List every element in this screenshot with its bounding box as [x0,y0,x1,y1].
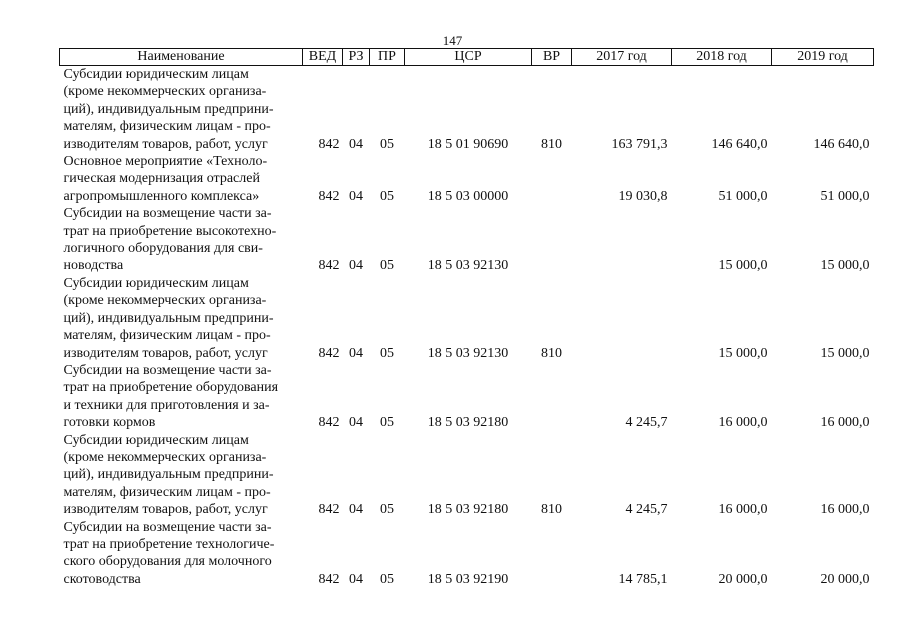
row-2019: 16 000,0 [820,415,870,431]
row-2018: 146 640,0 [711,136,768,152]
row-ved: 842 [318,571,340,587]
row-rz: 04 [349,415,363,431]
row-ved: 842 [318,136,340,152]
row-name: Субсидии на возмещение части за- трат на приобретение оборудования и техники для приготовления и за- готовки кормов [63,362,279,431]
row-vr: 810 [541,345,562,361]
row-vr [532,519,572,589]
row-2018: 16 000,0 [718,415,768,431]
row-pr: 05 [380,571,394,587]
column-header-ved: ВЕД [303,49,343,66]
row-csr: 18 5 03 92190 [427,571,509,587]
row-vr: 810 [541,136,562,152]
row-name: Субсидии на возмещение части за- трат на приобретение технологиче- ского оборудования для молочного скотоводства [63,519,275,587]
column-header-csr: ЦСР [405,49,532,66]
row-2019: 51 000,0 [820,188,870,204]
row-2017 [572,275,672,362]
row-2019: 146 640,0 [813,136,870,152]
row-csr: 18 5 03 92130 [427,258,509,274]
row-2017: 4 245,7 [625,502,668,518]
row-rz: 04 [349,345,363,361]
budget-table [59,48,874,588]
row-ved: 842 [318,502,340,518]
table-header-row [60,49,874,66]
row-csr: 18 5 01 90690 [427,136,509,152]
row-2017 [572,205,672,275]
table-row [60,153,874,205]
column-header-2018: 2018 год [672,49,772,66]
row-pr: 05 [380,502,394,518]
row-2017: 14 785,1 [618,571,668,587]
row-pr: 05 [380,345,394,361]
row-ved: 842 [318,188,340,204]
row-name: Основное мероприятие «Техноло- гическая модернизация отраслей агропромышленного комплекса» [63,154,268,204]
row-name: Субсидии юридическим лицам (кроме некоммерческих организа- ций), индивидуальным предприни- мателям, физическим лицам - про- изводителям товаров, работ, услуг [63,275,274,361]
row-name: Субсидии юридическим лицам (кроме некоммерческих организа- ций), индивидуальным предприни- мателям, физическим лицам - про- изводителям товаров, работ, услуг [63,432,274,518]
row-ved: 842 [318,345,340,361]
table-row [60,432,874,519]
row-2017: 19 030,8 [618,188,668,204]
row-vr: 810 [541,502,562,518]
table-row [60,519,874,589]
row-2018: 51 000,0 [718,188,768,204]
row-ved: 842 [318,258,340,274]
row-2017: 163 791,3 [611,136,668,152]
row-2017: 4 245,7 [625,415,668,431]
row-rz: 04 [349,571,363,587]
table-row [60,205,874,275]
row-csr: 18 5 03 92180 [427,415,509,431]
row-name: Субсидии на возмещение части за- трат на приобретение высокотехно- логичного оборудования для сви- новодства [63,206,277,274]
column-header-pr: ПР [370,49,405,66]
page-number: 147 [442,33,463,48]
column-header-name: Наименование [60,49,303,66]
column-header-rz: РЗ [343,49,370,66]
row-pr: 05 [380,258,394,274]
row-2018: 16 000,0 [718,502,768,518]
column-header-2019: 2019 год [772,49,874,66]
row-2019: 20 000,0 [820,571,870,587]
row-2019: 15 000,0 [820,258,870,274]
row-ved: 842 [318,415,340,431]
row-name: Субсидии юридическим лицам (кроме некоммерческих организа- ций), индивидуальным предприни- мателям, физическим лицам - про- изводителям товаров, работ, услуг [63,67,274,152]
row-csr: 18 5 03 92130 [427,345,509,361]
table-row [60,362,874,432]
row-vr [532,362,572,432]
row-csr: 18 5 03 92180 [427,502,509,518]
row-2018: 20 000,0 [718,571,768,587]
row-2018: 15 000,0 [718,345,768,361]
row-vr [532,205,572,275]
row-pr: 05 [380,188,394,204]
row-2018: 15 000,0 [718,258,768,274]
row-2019: 16 000,0 [820,502,870,518]
row-pr: 05 [380,415,394,431]
row-2019: 15 000,0 [820,345,870,361]
column-header-2017: 2017 год [572,49,672,66]
row-rz: 04 [349,188,363,204]
row-pr: 05 [380,136,394,152]
table-row [60,275,874,362]
row-vr [532,153,572,205]
row-csr: 18 5 03 00000 [427,188,509,204]
table-row [60,66,874,154]
row-rz: 04 [349,502,363,518]
column-header-vr: ВР [532,49,572,66]
row-rz: 04 [349,136,363,152]
row-rz: 04 [349,258,363,274]
